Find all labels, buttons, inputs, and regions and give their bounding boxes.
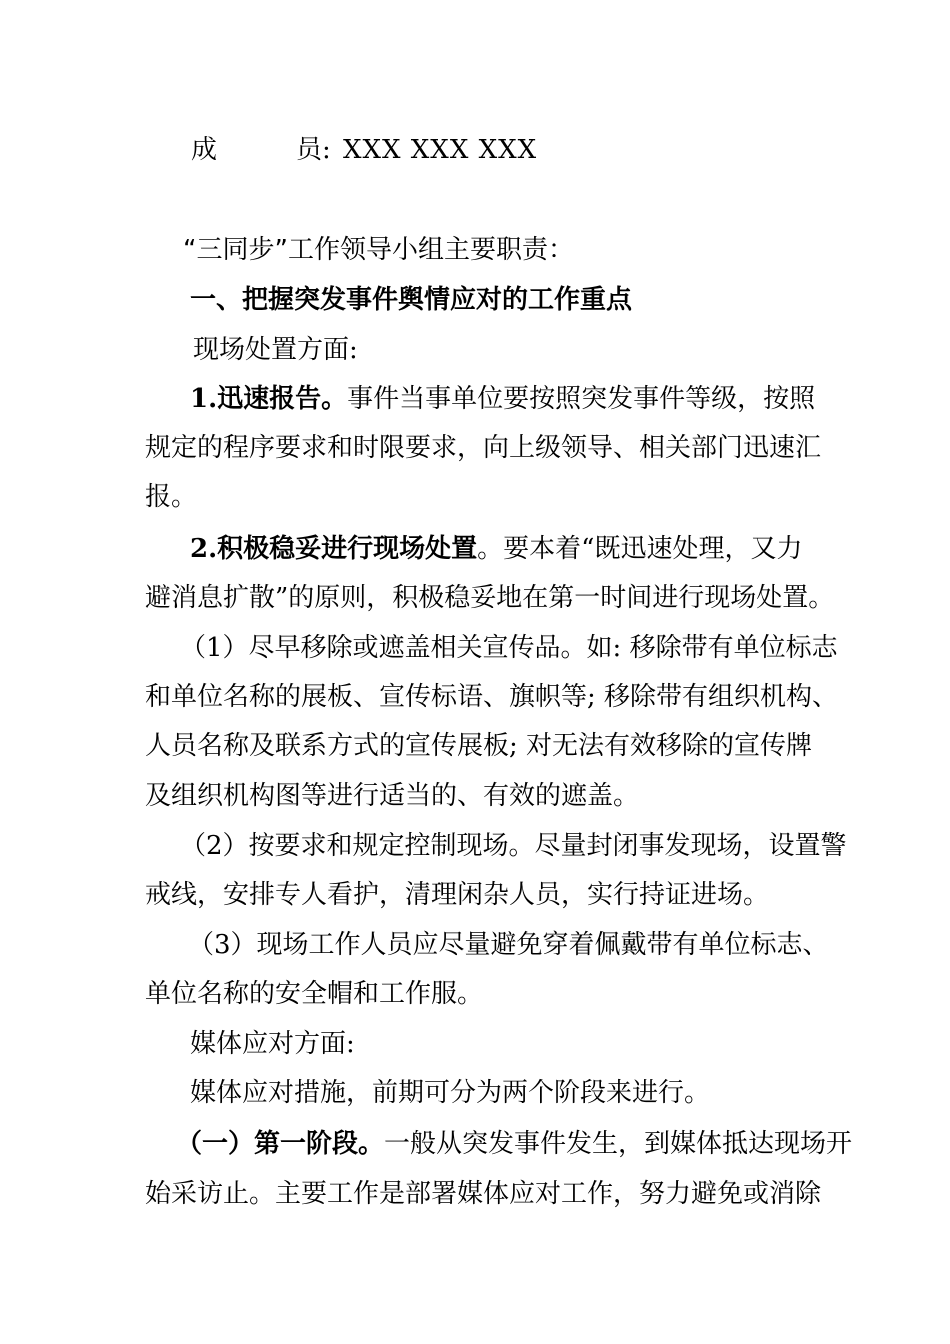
sub1-line1: （1）尽早移除或遮盖相关宣传品。如: 移除带有单位标志	[180, 633, 838, 663]
media-intro: 媒体应对措施，前期可分为两个阶段来进行。	[190, 1078, 711, 1108]
item2-line2: 避消息扩散”的原则，积极稳妥地在第一时间进行现场处置。	[145, 583, 835, 613]
sub2-line2: 戒线，安排专人看护，清理闲杂人员，实行持证进场。	[145, 880, 770, 910]
stage1-text-1: 一般从突发事件发生，到媒体抵达现场开	[384, 1129, 853, 1159]
sub3-line1: （3）现场工作人员应尽量避免穿着佩戴带有单位标志、	[188, 930, 829, 960]
media-heading: 媒体应对方面:	[190, 1029, 355, 1059]
stage1-line1	[0, 1129, 950, 1159]
members-value: XXX XXX XXX	[343, 135, 538, 165]
item1-title: 1.迅速报告。	[190, 384, 348, 414]
item1-line2: 规定的程序要求和时限要求，向上级领导、相关部门迅速汇	[145, 433, 822, 463]
sub1-line4: 及组织机构图等进行适当的、有效的遮盖。	[145, 781, 640, 811]
item2-text-1: 。要本着“既迅速处理，又力	[477, 534, 803, 564]
item1-line3: 报。	[145, 482, 198, 512]
sub1-line3: 人员名称及联系方式的宣传展板; 对无法有效移除的宣传牌	[145, 731, 813, 761]
onsite-heading: 现场处置方面:	[193, 335, 358, 365]
stage1-title: （一）第一阶段。	[176, 1129, 385, 1159]
item1-text-1: 事件当事单位要按照突发事件等级，按照	[347, 384, 816, 414]
item2-title: 2.积极稳妥进行现场处置	[190, 534, 478, 564]
members-label-part2: 员:	[296, 135, 331, 165]
item2-line1	[0, 534, 950, 564]
duties-heading: “三同步”工作领导小组主要职责：	[183, 235, 574, 265]
sub2-line1: （2）按要求和规定控制现场。尽量封闭事发现场，设置警	[180, 831, 847, 861]
stage1-line2: 始采访止。主要工作是部署媒体应对工作，努力避免或消除	[145, 1179, 822, 1209]
sub1-line2: 和单位名称的展板、宣传标语、旗帜等; 移除带有组织机构、	[145, 682, 839, 712]
item1-line1	[0, 384, 950, 414]
members-label-part1: 成	[191, 135, 218, 165]
section1-heading: 一、把握突发事件舆情应对的工作重点	[190, 285, 633, 315]
sub3-line2: 单位名称的安全帽和工作服。	[145, 979, 484, 1009]
